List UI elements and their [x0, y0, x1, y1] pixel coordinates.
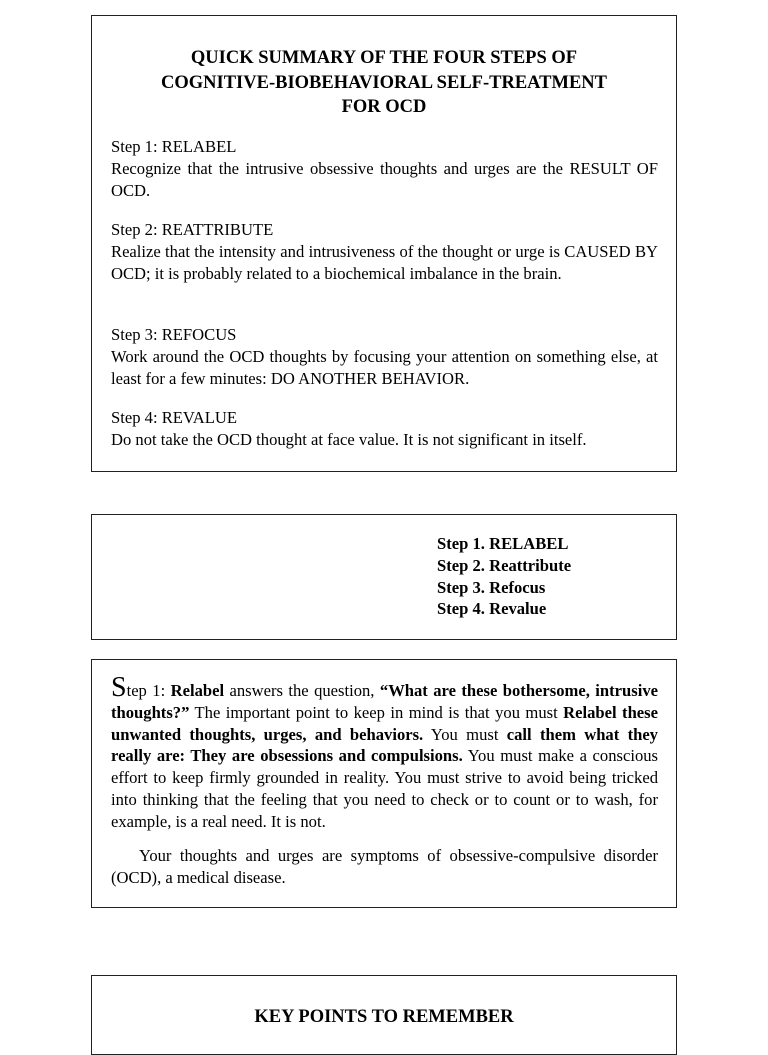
summary-step-1-text: Recognize that the intrusive obsessive thoughts and urges are the RESULT OF OCD.	[111, 159, 658, 200]
steps-list	[437, 533, 571, 620]
summary-step-3	[111, 324, 658, 390]
summary-title-line2: COGNITIVE-BIOBEHAVIORAL SELF-TREATMENT	[161, 72, 607, 93]
summary-step-4	[111, 407, 658, 451]
summary-step-2	[111, 219, 658, 285]
summary-step-1-heading: Step 1: RELABEL	[111, 137, 237, 156]
summary-step-3-heading: Step 3: REFOCUS	[111, 325, 237, 344]
relabel-paragraph-2: Your thoughts and urges are symptoms of obsessive-compulsive disorder (OCD), a medical disease.	[111, 846, 658, 887]
relabel-important-text: The important point to keep in mind is that you must	[189, 702, 564, 722]
summary-step-4-heading: Step 4: REVALUE	[111, 408, 237, 427]
steps-list-item-3: Step 3. Refocus	[437, 577, 546, 597]
summary-step-2-text: Realize that the intensity and intrusiveness of the thought or urge is CAUSED BY OCD; it is probably related to a biochemical imbalance in the brain.	[111, 242, 658, 283]
summary-title-line1: QUICK SUMMARY OF THE FOUR STEPS OF	[190, 48, 578, 68]
relabel-you-must-text: You must	[423, 724, 507, 744]
steps-list-item-4: Step 4. Revalue	[437, 599, 547, 619]
relabel-bold-instruction: Relabel these unwanted thoughts, urges, and behaviors.	[111, 702, 658, 744]
key-points-title: KEY POINTS TO REMEMBER	[254, 1007, 514, 1027]
steps-list-item-2: Step 2. Reattribute	[437, 555, 572, 575]
summary-step-1	[111, 136, 658, 202]
relabel-rest-text: You must make a conscious effort to keep firmly grounded in reality. You must strive to avoid being tricked into thinking that the feeling that you need to check or to count or to wash, for example, is a real need. It is not.	[111, 746, 659, 831]
relabel-bold-call: call them what they really are: They are obsessions and compulsions.	[111, 724, 658, 766]
dropcap-letter: S	[111, 672, 127, 703]
key-points-box	[91, 975, 677, 1055]
summary-title-line3: FOR OCD	[341, 97, 427, 117]
steps-list-box	[91, 514, 677, 640]
summary-step-3-text: Work around the OCD thoughts by focusing your attention on something else, at least for a few minutes: DO ANOTHER BEHAVIOR.	[111, 347, 658, 388]
relabel-intro: tep 1:	[126, 681, 171, 700]
relabel-question: “What are these bothersome, intrusive thoughts?”	[111, 681, 658, 722]
summary-step-2-heading: Step 2: REATTRIBUTE	[111, 220, 274, 239]
relabel-explanation-box	[91, 659, 677, 908]
summary-title	[110, 46, 658, 120]
summary-box	[91, 15, 677, 472]
steps-list-item-1: Step 1. RELABEL	[437, 534, 569, 553]
relabel-keyword: Relabel	[170, 681, 225, 700]
relabel-paragraph-1	[111, 672, 659, 833]
relabel-answers-text: answers the question,	[224, 681, 380, 700]
summary-step-4-text: Do not take the OCD thought at face value. It is not significant in itself.	[111, 430, 587, 449]
